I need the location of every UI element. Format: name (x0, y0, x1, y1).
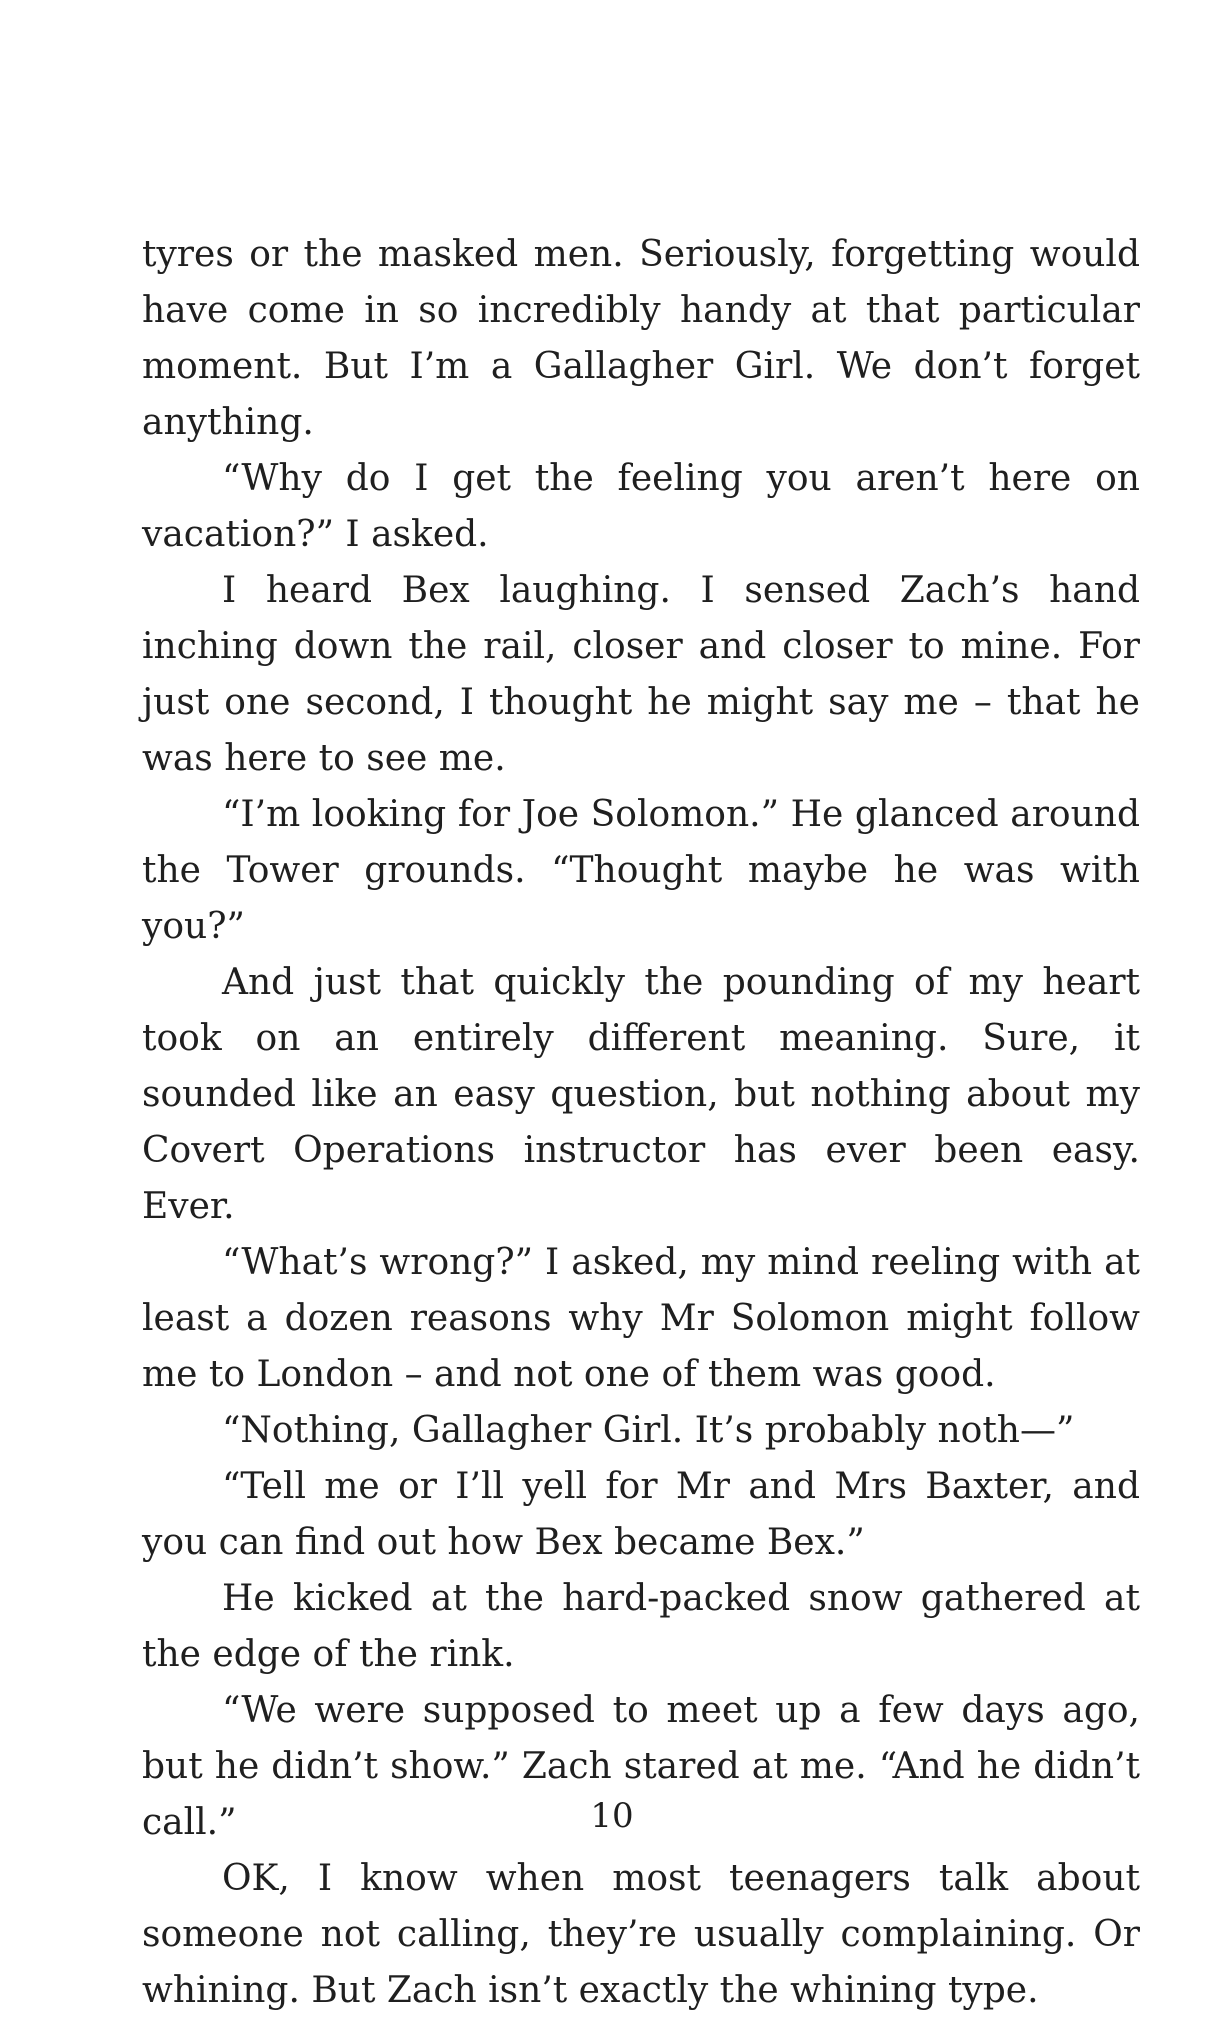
paragraph: And just that quickly the pounding of my heart took on an entirely different meaning. Sure, it sounded like an easy question, but nothing about my Covert Operations instructor has ever been easy. Ever. (142, 962, 1140, 1227)
paragraph: “We were supposed to meet up a few days ago, but he didn’t show.” Zach stared at me. “And he didn’t call.” (142, 1690, 1140, 1843)
paragraph: tyres or the masked men. Seriously, forgetting would have come in so incredibly handy at that particular moment. But I’m a Gallagher Girl. We don’t forget anything. (142, 234, 1140, 443)
paragraph: “Nothing, Gallagher Girl. It’s probably noth—” (222, 1410, 1075, 1451)
paragraph: “Why do I get the feeling you aren’t here on vacation?” I asked. (142, 458, 1140, 555)
paragraph: He kicked at the hard-packed snow gathered at the edge of the rink. (142, 1578, 1140, 1675)
paragraph: “I’m looking for Joe Solomon.” He glanced around the Tower grounds. “Thought maybe he was with you?” (142, 794, 1140, 947)
paragraph: OK, I know when most teenagers talk about someone not calling, they’re usually complaining. Or whining. But Zach isn’t exactly the whining type. (142, 1858, 1140, 2011)
body-text (142, 227, 1140, 2019)
paragraph: “What’s wrong?” I asked, my mind reeling with at least a dozen reasons why Mr Solomon might follow me to London – and not one of them was good. (142, 1242, 1140, 1395)
page-number: 10 (590, 1796, 634, 1836)
paragraph: I heard Bex laughing. I sensed Zach’s hand inching down the rail, closer and closer to mine. For just one second, I thought he might say me – that he was here to see me. (142, 570, 1140, 779)
paragraph: “Tell me or I’ll yell for Mr and Mrs Baxter, and you can find out how Bex became Bex.” (142, 1466, 1140, 1563)
